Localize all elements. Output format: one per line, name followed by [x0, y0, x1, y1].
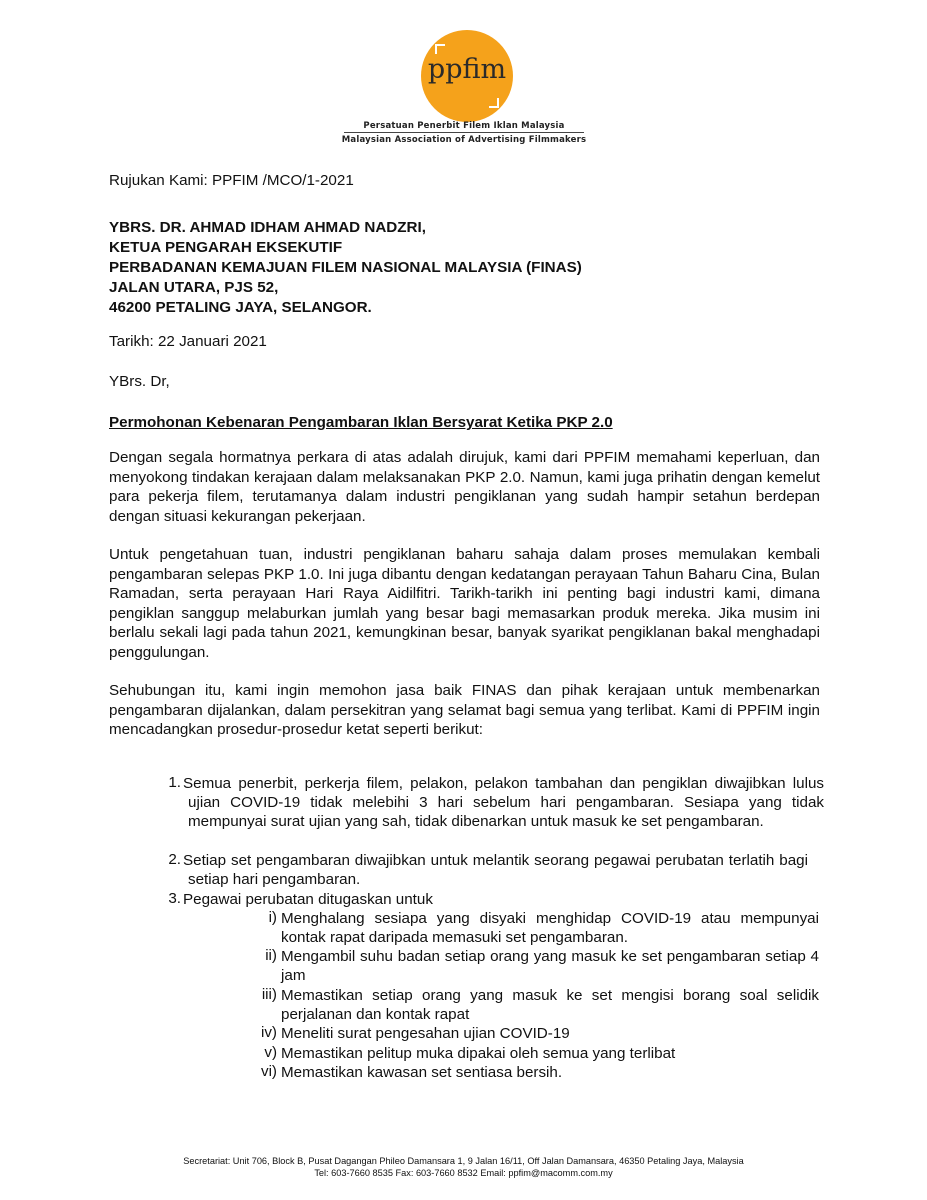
- list-item-number: 3.: [168, 890, 181, 907]
- recipient-street: JALAN UTARA, PJS 52,: [109, 279, 279, 296]
- list-item-number: 1.: [168, 774, 181, 791]
- list-item-number: 2.: [168, 851, 181, 868]
- sublist-item-number: ii): [265, 947, 277, 964]
- recipient-name: YBRS. DR. AHMAD IDHAM AHMAD NADZRI,: [109, 219, 426, 236]
- logo-emblem: [421, 30, 513, 122]
- logo-corner-mark: [435, 44, 445, 54]
- sublist-item-number: i): [268, 909, 277, 926]
- logo-divider: [344, 132, 584, 133]
- list-item: Pegawai perubatan ditugaskan untuk: [183, 891, 433, 908]
- recipient-organisation: PERBADANAN KEMAJUAN FILEM NASIONAL MALAYSIA (FINAS): [109, 259, 582, 276]
- sublist-item-number: iii): [261, 986, 277, 1003]
- sublist-item: Memastikan kawasan set sentiasa bersih.: [281, 1064, 563, 1081]
- salutation: YBrs. Dr,: [109, 373, 170, 390]
- sublist-item-number: vi): [260, 1063, 277, 1080]
- footer-contact: Tel: 603-7660 8535 Fax: 603-7660 8532 Email: ppfim@macomm.com.my: [314, 1168, 613, 1178]
- reference-number: Rujukan Kami: PPFIM /MCO/1-2021: [109, 172, 354, 189]
- sublist-item: Memastikan pelitup muka dipakai oleh semua yang terlibat: [281, 1045, 676, 1062]
- letter-subject: Permohonan Kebenaran Pengambaran Iklan Bersyarat Ketika PKP 2.0: [109, 414, 613, 431]
- body-paragraph: Sehubungan itu, kami ingin memohon jasa baik FINAS dan pihak kerajaan untuk membenarkan pengambaran dijalankan, dalam persekitran yang selamat bagi semua yang terlibat. Kami di PPFIM ingin mencadangkan prosedur-prosedur ketat seperti berikut:: [109, 682, 820, 738]
- recipient-city: 46200 PETALING JAYA, SELANGOR.: [109, 299, 372, 316]
- sublist-item: Meneliti surat pengesahan ujian COVID-19: [281, 1025, 570, 1042]
- sublist-item: Mengambil suhu badan setiap orang yang masuk ke set pengambaran setiap 4 jam: [281, 948, 819, 984]
- list-item: Semua penerbit, perkerja filem, pelakon, pelakon tambahan dan pengiklan diwajibkan lulus ujian COVID-19 tidak melebihi 3 hari sebelum hari pengambaran. Sesiapa yang tidak mempunyai surat ujian yang sah, tidak dibenarkan untuk masuk ke set pengambaran.: [183, 775, 824, 830]
- sublist-item: Memastikan setiap orang yang masuk ke set mengisi borang soal selidik perjalanan dan kontak rapat: [281, 987, 819, 1023]
- logo-wordmark: ppfim: [427, 54, 507, 85]
- org-name-english: Malaysian Association of Advertising Filmmakers: [341, 135, 587, 145]
- body-paragraph: Dengan segala hormatnya perkara di atas adalah dirujuk, kami dari PPFIM memahami keperluan, dan menyokong tindakan kerajaan dalam melaksanakan PKP 2.0. Namun, kami juga prihatin dengan kemelut para pekerja filem, terutamanya dalam industri pengiklanan yang sudah hampir setahun berdepan dengan situasi kekurangan pekerjaan.: [109, 449, 820, 525]
- sublist-item: Menghalang sesiapa yang disyaki menghidap COVID-19 atau mempunyai kontak rapat daripada memasuki set pengambaran.: [281, 910, 819, 946]
- sublist-item-number: v): [264, 1044, 277, 1061]
- body-paragraph: Untuk pengetahuan tuan, industri pengiklanan baharu sahaja dalam proses memulakan kembali pengambaran selepas PKP 1.0. Ini juga dibantu dengan kedatangan perayaan Tahun Baharu Cina, Bulan Ramadan, serta perayaan Hari Raya Aidilfitri. Tarikh-tarikh ini penting bagi industri kami, dimana pengiklan sanggup melaburkan jumlah yang besar bagi memasarkan produk mereka. Jika musim ini berlalu sekali lagi pada tahun 2021, kemungkinan besar, banyak syarikat pengiklanan bakal menghadapi penggulungan.: [109, 546, 820, 661]
- footer-address: Secretariat: Unit 706, Block B, Pusat Dagangan Phileo Damansara 1, 9 Jalan 16/11, Off Jalan Damansara, 46350 Petaling Jaya, Malaysia: [183, 1156, 744, 1166]
- org-name-malay: Persatuan Penerbit Filem Iklan Malaysia: [363, 121, 565, 131]
- letter-date: Tarikh: 22 Januari 2021: [109, 333, 267, 350]
- recipient-title: KETUA PENGARAH EKSEKUTIF: [109, 239, 343, 256]
- list-item: Setiap set pengambaran diwajibkan untuk melantik seorang pegawai perubatan terlatih bagi setiap hari pengambaran.: [183, 852, 808, 888]
- sublist-item-number: iv): [260, 1024, 277, 1041]
- logo-corner-mark: [489, 98, 499, 108]
